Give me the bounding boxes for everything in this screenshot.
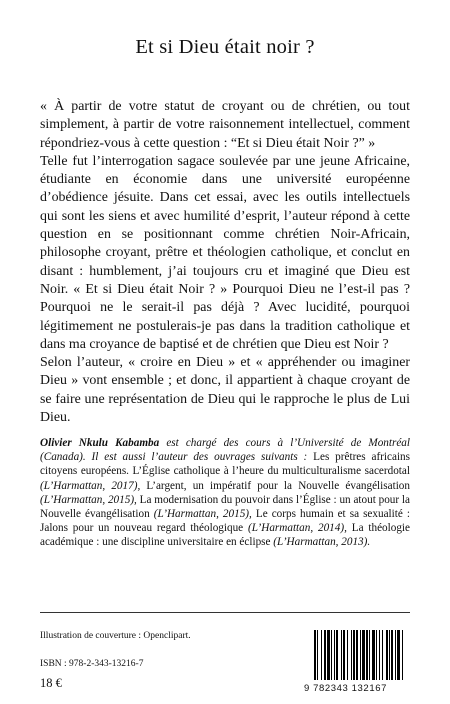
work-title: Les prêtres africains citoyens européens. L’Église catholique à l’heure du multiculturalisme sacerdotal <box>40 451 411 478</box>
bio-intro: est chargé des cours à l’Université de Montréal (Canada). Il est aussi l’auteur des ouvrages suivants : <box>40 437 411 464</box>
work-ref: (L’Harmattan, 2014), <box>247 522 347 535</box>
blurb-paragraph: Selon l’auteur, « croire en Dieu » et « appréhender ou imaginer Dieu » vont ensemble ; et donc, il appartient à chaque croyant de se faire une représentation de Dieu qui le rapproche le plus de Lui Dieu. <box>40 355 410 426</box>
isbn: ISBN : 978-2-343-13216-7 <box>40 659 144 669</box>
author-name: Olivier Nkulu Kabamba <box>40 437 160 449</box>
work-title: L’argent, un impératif pour la Nouvelle évangélisation <box>140 479 410 492</box>
work-title: La modernisation du pouvoir dans l’Église : un atout pour la Nouvelle évangélisation <box>40 493 410 521</box>
work-ref: (L’Harmattan, 2013). <box>273 536 371 549</box>
work-ref: (L’Harmattan, 2015), <box>153 508 252 521</box>
work-title: La théologie académique : une discipline universitaire en éclipse <box>40 522 410 549</box>
barcode-bars <box>304 630 414 682</box>
book-title: Et si Dieu était noir ? <box>135 36 315 58</box>
blurb-paragraph: « À partir de votre statut de croyant ou de chrétien, ou tout simplement, à partir de votre raisonnement intellectuel, comment répondriez-vous à cette question : “Et si Dieu était Noir ?” » <box>40 99 410 151</box>
author-bio <box>40 436 410 550</box>
barcode-digits: 9 782343 132167 <box>304 683 387 694</box>
work-ref: (L’Harmattan, 2017), <box>40 479 141 492</box>
blurb <box>40 98 410 427</box>
divider <box>40 612 410 613</box>
barcode <box>304 630 414 692</box>
work-title: Le corps humain et sa sexualité : Jalons pour un nouveau regard théologique <box>40 508 410 535</box>
price: 18 € <box>40 676 62 690</box>
cover-credit: Illustration de couverture : Openclipart. <box>40 631 191 641</box>
work-ref: (L’Harmattan, 2015), <box>40 493 137 506</box>
blurb-paragraph: Telle fut l’interrogation sagace soulevée par une jeune Africaine, étudiante en économie dans une université européenne d’obédience jésuite. Dans cet essai, avec les outils intellectuels qui sont les siens et avec humilité d’esprit, l’auteur répond à cette question en se positionnant comme chrétien Noir-Africain, philosophe croyant, prêtre et théologien catholique, et conclut en disant : humblement, j’ai toujours cru et imaginé que Dieu est Noir. « Et si Dieu était Noir ? » Pourquoi Dieu ne l’est-il pas ? Pourquoi ne le serait-il pas déjà ? Avec lucidité, pourquoi légitimement ne postulerais-je pas dans la tradition catholique et dans ma croyance de baptisé et de chrétien que Dieu est Noir ? <box>40 153 410 352</box>
